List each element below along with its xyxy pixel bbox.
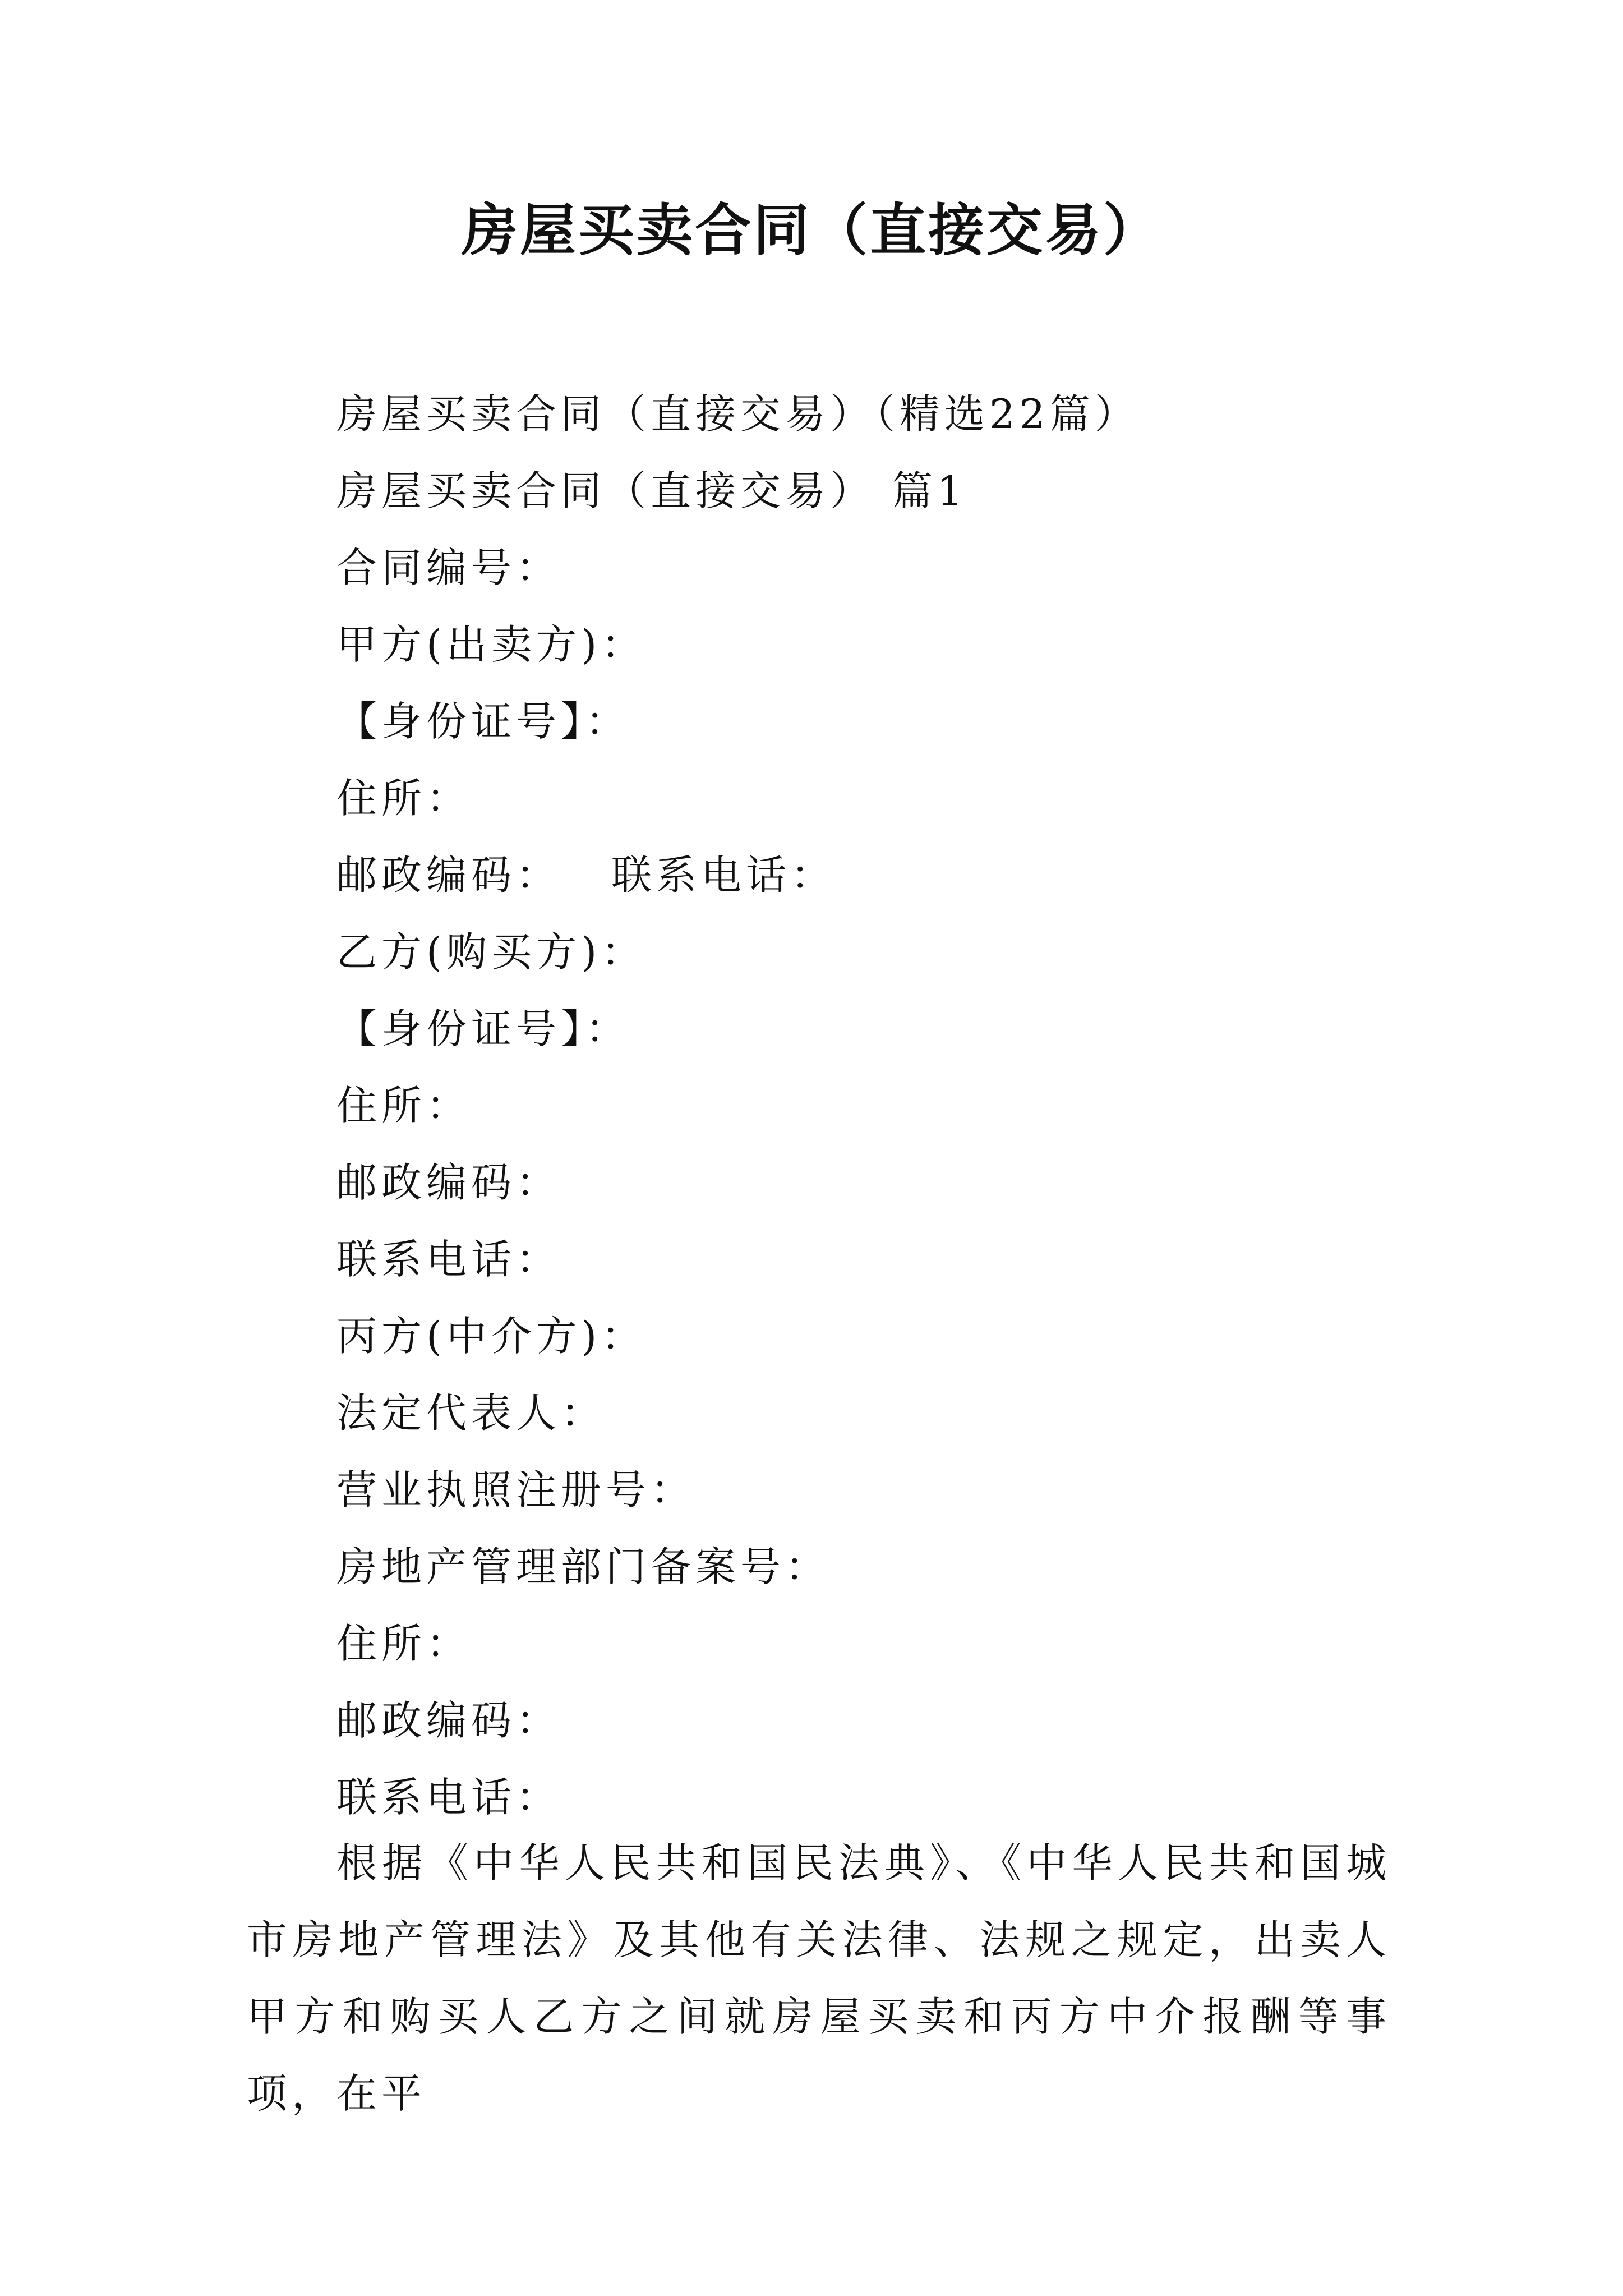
preamble-paragraph: 根据《中华人民共和国民法典》、《中华人民共和国城市房地产管理法》及其他有关法律、法规之规定，出卖人甲方和购买人乙方之间就房屋买卖和丙方中介报酬等事项，在平 [247,1839,1391,2117]
party-b-postcode-label: 邮政编码： [336,1159,561,1206]
party-b-phone-label: 联系电话： [336,1236,561,1283]
party-a-id-label: 【身份证号】： [336,698,631,745]
party-a-label: 甲方(出卖方)： [336,621,647,668]
party-b-id-label: 【身份证号】： [336,1005,631,1052]
contract-number-label: 合同编号： [336,544,561,591]
party-a-contact-line [336,837,1402,914]
party-a-address-label: 住所： [336,775,472,822]
party-c-address-label: 住所： [336,1620,472,1667]
party-b-address-label: 住所： [336,1082,472,1129]
document-title: 房屋买卖合同（直接交易） [462,197,1161,263]
filing-number-label: 房地产管理部门备案号： [336,1543,831,1590]
section-heading: 房屋买卖合同（直接交易） 篇1 [336,467,967,514]
party-c-label: 丙方(中介方)： [336,1313,647,1360]
collection-heading: 房屋买卖合同（直接交易）（精选22篇） [336,390,1140,438]
party-b-label: 乙方(购买方)： [336,928,647,976]
legal-representative-label: 法定代表人： [336,1389,606,1437]
party-c-postcode-label: 邮政编码： [336,1697,561,1744]
business-license-label: 营业执照注册号： [336,1466,696,1513]
party-a-phone-label: 联系电话： [611,852,836,899]
party-c-phone-label: 联系电话： [336,1774,561,1821]
contract-field-list [336,376,1402,1836]
party-a-postcode-label: 邮政编码： [336,852,561,899]
